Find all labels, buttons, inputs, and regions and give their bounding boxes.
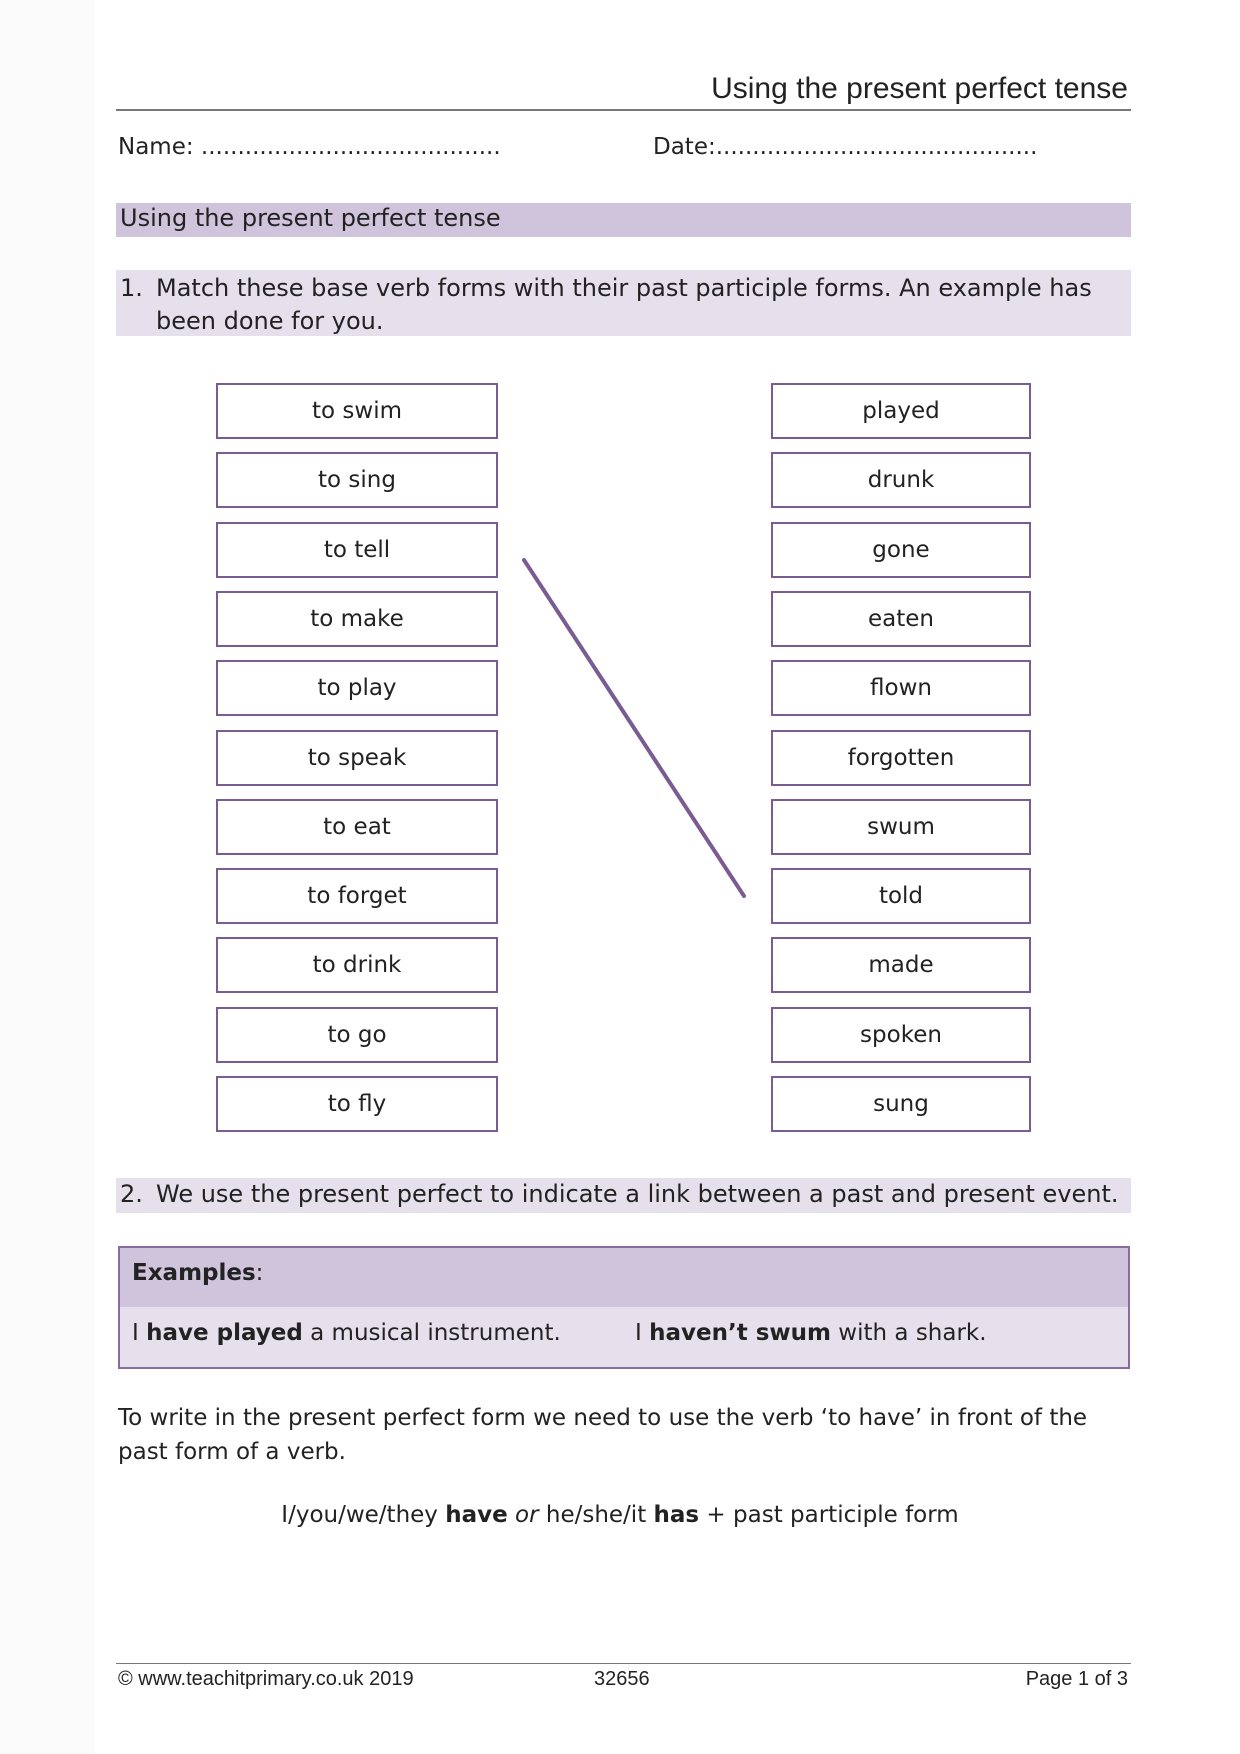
- examples-heading-colon: :: [255, 1260, 264, 1286]
- past-participle-box[interactable]: spoken: [771, 1007, 1031, 1063]
- example-text: I: [635, 1320, 650, 1346]
- header-rule: [116, 109, 1131, 111]
- example-2: [635, 1320, 987, 1346]
- base-form-box[interactable]: to drink: [216, 937, 498, 993]
- past-participle-box[interactable]: flown: [771, 660, 1031, 716]
- past-participle-box[interactable]: drunk: [771, 452, 1031, 508]
- base-form-box[interactable]: to fly: [216, 1076, 498, 1132]
- question-number: 1.: [120, 274, 143, 302]
- section-title: Using the present perfect tense: [116, 203, 1131, 237]
- past-participle-box[interactable]: forgotten: [771, 730, 1031, 786]
- explanation-paragraph: To write in the present perfect form we need to use the verb ‘to have’ in front of the past form of a verb.: [118, 1405, 1088, 1465]
- base-form-box[interactable]: to sing: [216, 452, 498, 508]
- example-bold: have played: [146, 1320, 303, 1346]
- formula-text: [508, 1502, 515, 1528]
- formula-bold: have: [445, 1502, 508, 1528]
- example-text: a musical instrument.: [302, 1320, 561, 1346]
- formula-text: + past participle form: [699, 1502, 959, 1528]
- base-form-box[interactable]: to make: [216, 591, 498, 647]
- past-participle-box[interactable]: made: [771, 937, 1031, 993]
- base-form-box[interactable]: to swim: [216, 383, 498, 439]
- base-form-box[interactable]: to go: [216, 1007, 498, 1063]
- question-text: We use the present perfect to indicate a link between a past and present event.: [156, 1180, 1119, 1208]
- date-field[interactable]: Date:............................................: [653, 134, 1038, 160]
- formula-text: I/you/we/they: [281, 1502, 446, 1528]
- past-participle-box[interactable]: sung: [771, 1076, 1031, 1132]
- footer-copyright: © www.teachitprimary.co.uk 2019: [118, 1668, 414, 1690]
- base-form-box[interactable]: to tell: [216, 522, 498, 578]
- past-participle-box[interactable]: played: [771, 383, 1031, 439]
- example-text: with a shark.: [831, 1320, 987, 1346]
- question-number: 2.: [120, 1180, 143, 1208]
- formula-text: he/she/it: [538, 1502, 654, 1528]
- example-1: [132, 1320, 561, 1346]
- example-text: I: [132, 1320, 147, 1346]
- page-margin: [0, 0, 95, 1754]
- base-form-box[interactable]: to speak: [216, 730, 498, 786]
- question-1: [116, 270, 1131, 336]
- footer-code: 32656: [594, 1668, 650, 1690]
- example-bold: haven’t swum: [649, 1320, 831, 1346]
- footer-rule: [116, 1663, 1131, 1664]
- past-participle-box[interactable]: eaten: [771, 591, 1031, 647]
- examples-heading: [120, 1248, 1128, 1307]
- examples-heading-bold: Examples: [132, 1260, 256, 1286]
- question-2: [116, 1178, 1131, 1213]
- name-field[interactable]: Name: .........................................: [118, 134, 501, 160]
- base-form-box[interactable]: to forget: [216, 868, 498, 924]
- examples-box: [118, 1246, 1130, 1369]
- footer-page-number: Page 1 of 3: [1025, 1668, 1128, 1690]
- header-title: Using the present perfect tense: [711, 72, 1128, 105]
- past-participle-box[interactable]: gone: [771, 522, 1031, 578]
- formula: [0, 1502, 1240, 1528]
- base-form-box[interactable]: to play: [216, 660, 498, 716]
- past-participle-box[interactable]: told: [771, 868, 1031, 924]
- formula-bold: has: [653, 1502, 700, 1528]
- question-text: Match these base verb forms with their past participle forms. An example has been done for you.: [156, 274, 1092, 335]
- past-participle-box[interactable]: swum: [771, 799, 1031, 855]
- base-form-box[interactable]: to eat: [216, 799, 498, 855]
- formula-italic: or: [515, 1502, 539, 1528]
